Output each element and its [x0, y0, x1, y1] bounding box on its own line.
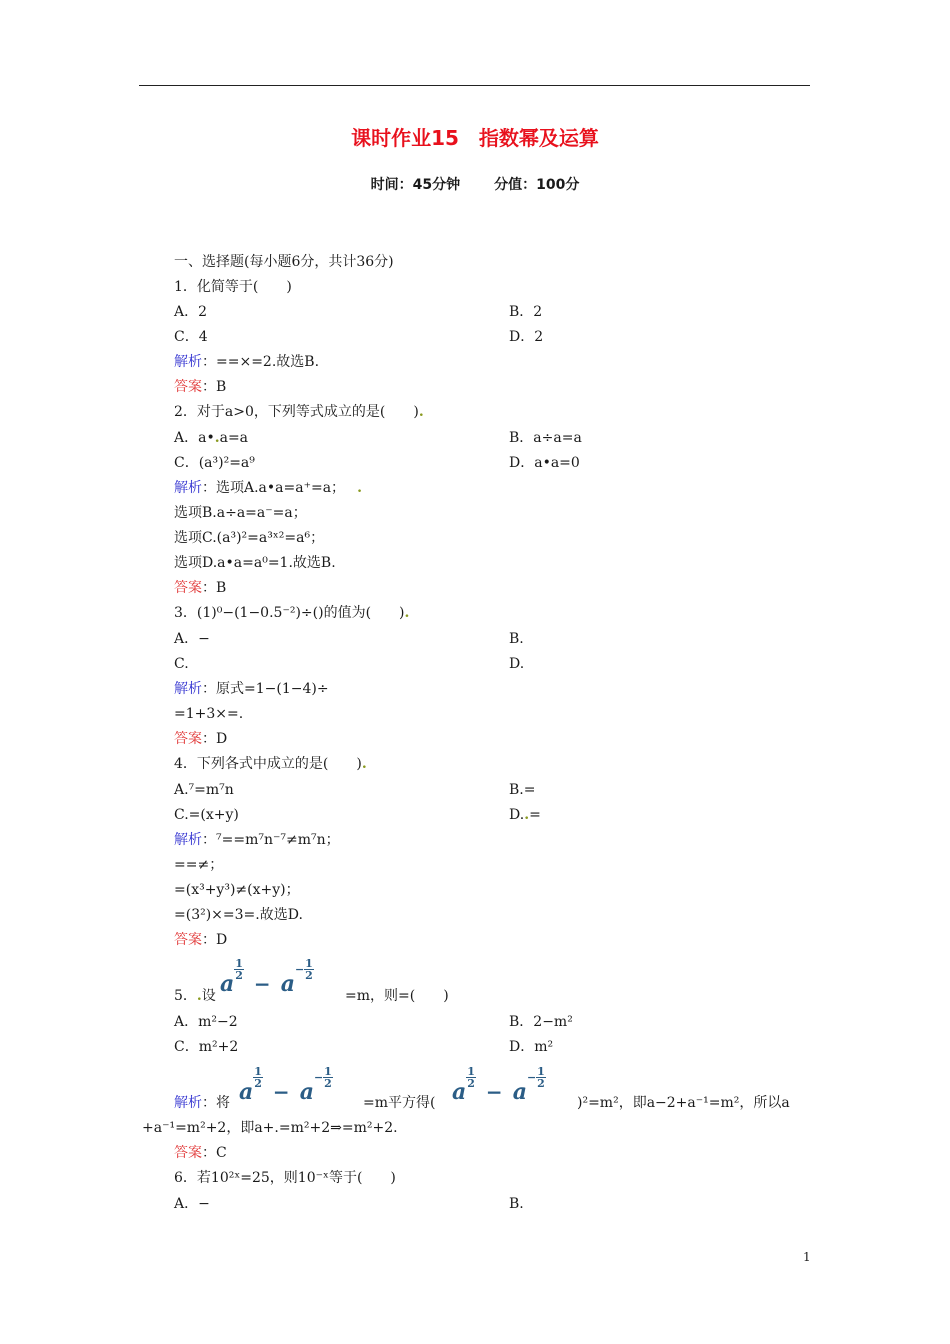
solution-label: 解析: [174, 1095, 202, 1111]
section-heading: 一、选择题(每小题6分，共计36分): [174, 254, 394, 270]
q4-solution-line1: 解析：⁷==m⁷n⁻⁷≠m⁷n；: [174, 832, 340, 848]
answer-label: 答案: [174, 379, 202, 395]
q4-option-d: D..=: [509, 807, 541, 823]
q3-stem: 3．(1)⁰−(1−0.5⁻²)÷()的值为( ).: [174, 605, 410, 621]
q3-option-b: B.: [509, 631, 524, 647]
page-title: 课时作业15 指数幂及运算: [351, 126, 599, 150]
answer-label: 答案: [174, 932, 202, 948]
solution-label: 解析: [174, 681, 202, 697]
q3-option-c: C.: [174, 656, 189, 672]
q3-option-a: A．−: [174, 631, 210, 647]
time-limit: 时间：45分钟: [370, 177, 461, 193]
q1-option-a: A．2: [174, 304, 208, 320]
q2-option-d: D．a•a=0: [509, 455, 580, 471]
q1-answer: 答案：B: [174, 379, 227, 395]
header-rule: [139, 85, 810, 86]
page-number: 1: [803, 1250, 811, 1264]
q5-solution-mid: =m平方得(: [363, 1095, 436, 1111]
q4-stem: 4．下列各式中成立的是( ).: [174, 756, 367, 772]
stray-dot: .: [404, 605, 410, 621]
q1-option-b: B．2: [509, 304, 543, 320]
total-score: 分值：100分: [494, 177, 580, 193]
q5-option-a: A．m²−2: [174, 1014, 238, 1030]
answer-label: 答案: [174, 1145, 202, 1161]
formula-image: a $\frac{1}{2}$ − a− $\frac{1}{2}$: [239, 1065, 332, 1105]
q5-option-c: C．m²+2: [174, 1039, 239, 1055]
subtitle: [0, 174, 950, 194]
q4-option-b: B.=: [509, 782, 536, 798]
stray-dot: .: [357, 480, 362, 496]
q2-solution-line4: 选项D.a•a=a⁰=1.故选B.: [174, 555, 336, 571]
q6-stem: 6．若10²ˣ=25，则10⁻ˣ等于( ): [174, 1170, 396, 1186]
q6-option-b: B.: [509, 1196, 524, 1212]
q1-stem: 1．化简等于( ): [174, 279, 292, 295]
q2-solution-line2: 选项B.a÷a=a⁻=a；: [174, 505, 307, 521]
q5-solution-tail: )²=m²，即a−2+a⁻¹=m²，所以a: [577, 1095, 790, 1111]
q2-option-c: C．(a³)²=a⁹: [174, 455, 255, 471]
q4-option-c: C.=(x+y): [174, 807, 239, 823]
q5-answer: 答案：C: [174, 1145, 227, 1161]
answer-label: 答案: [174, 580, 202, 596]
q2-stem: 2．对于a>0，下列等式成立的是( ).: [174, 404, 424, 420]
q2-solution-line1: 解析：选项A.a•a=a⁺=a； .: [174, 480, 362, 496]
q1-option-d: D．2: [509, 329, 544, 345]
q5-solution-line2: +a⁻¹=m²+2，即a+.=m²+2⇒=m²+2.: [142, 1120, 398, 1136]
stray-dot: .: [361, 756, 367, 772]
q5-stem-prefix: 5．.设: [174, 988, 216, 1004]
q3-answer: 答案：D: [174, 731, 228, 747]
q3-solution-line1: 解析：原式=1−(1−4)÷: [174, 681, 329, 697]
q4-solution-line2: ==≠；: [174, 857, 224, 873]
q4-solution-line4: =(3²)×=3=.故选D.: [174, 907, 303, 923]
q6-option-a: A．−: [174, 1196, 210, 1212]
stray-dot: .: [196, 988, 202, 1004]
q5-stem-suffix: =m，则=( ): [345, 988, 449, 1004]
stray-dot: .: [214, 430, 220, 446]
q3-option-d: D.: [509, 656, 525, 672]
q1-solution: 解析：==×=2.故选B.: [174, 354, 320, 370]
q4-option-a: A.⁷=m⁷n: [174, 782, 234, 798]
formula-image: a $\frac{1}{2}$ − a− $\frac{1}{2}$: [220, 957, 313, 997]
solution-label: 解析: [174, 480, 202, 496]
q5-option-b: B．2−m²: [509, 1014, 573, 1030]
q2-option-b: B．a÷a=a: [509, 430, 582, 446]
solution-label: 解析: [174, 354, 202, 370]
q1-option-c: C．4: [174, 329, 208, 345]
q2-option-a: A．a•.a=a: [174, 430, 249, 446]
q3-solution-line2: =1+3×=.: [174, 706, 244, 722]
q5-option-d: D．m²: [509, 1039, 554, 1055]
q2-answer: 答案：B: [174, 580, 227, 596]
q2-solution-line3: 选项C.(a³)²=a³ˣ²=a⁶；: [174, 530, 325, 546]
q4-answer: 答案：D: [174, 932, 228, 948]
q4-solution-line3: =(x³+y³)≠(x+y)；: [174, 882, 300, 898]
solution-label: 解析: [174, 832, 202, 848]
stray-dot: .: [418, 404, 424, 420]
answer-label: 答案: [174, 731, 202, 747]
q5-solution-prefix: 解析：将: [174, 1095, 230, 1111]
formula-image: a $\frac{1}{2}$ − a− $\frac{1}{2}$: [452, 1065, 545, 1105]
stray-dot: .: [524, 807, 530, 823]
